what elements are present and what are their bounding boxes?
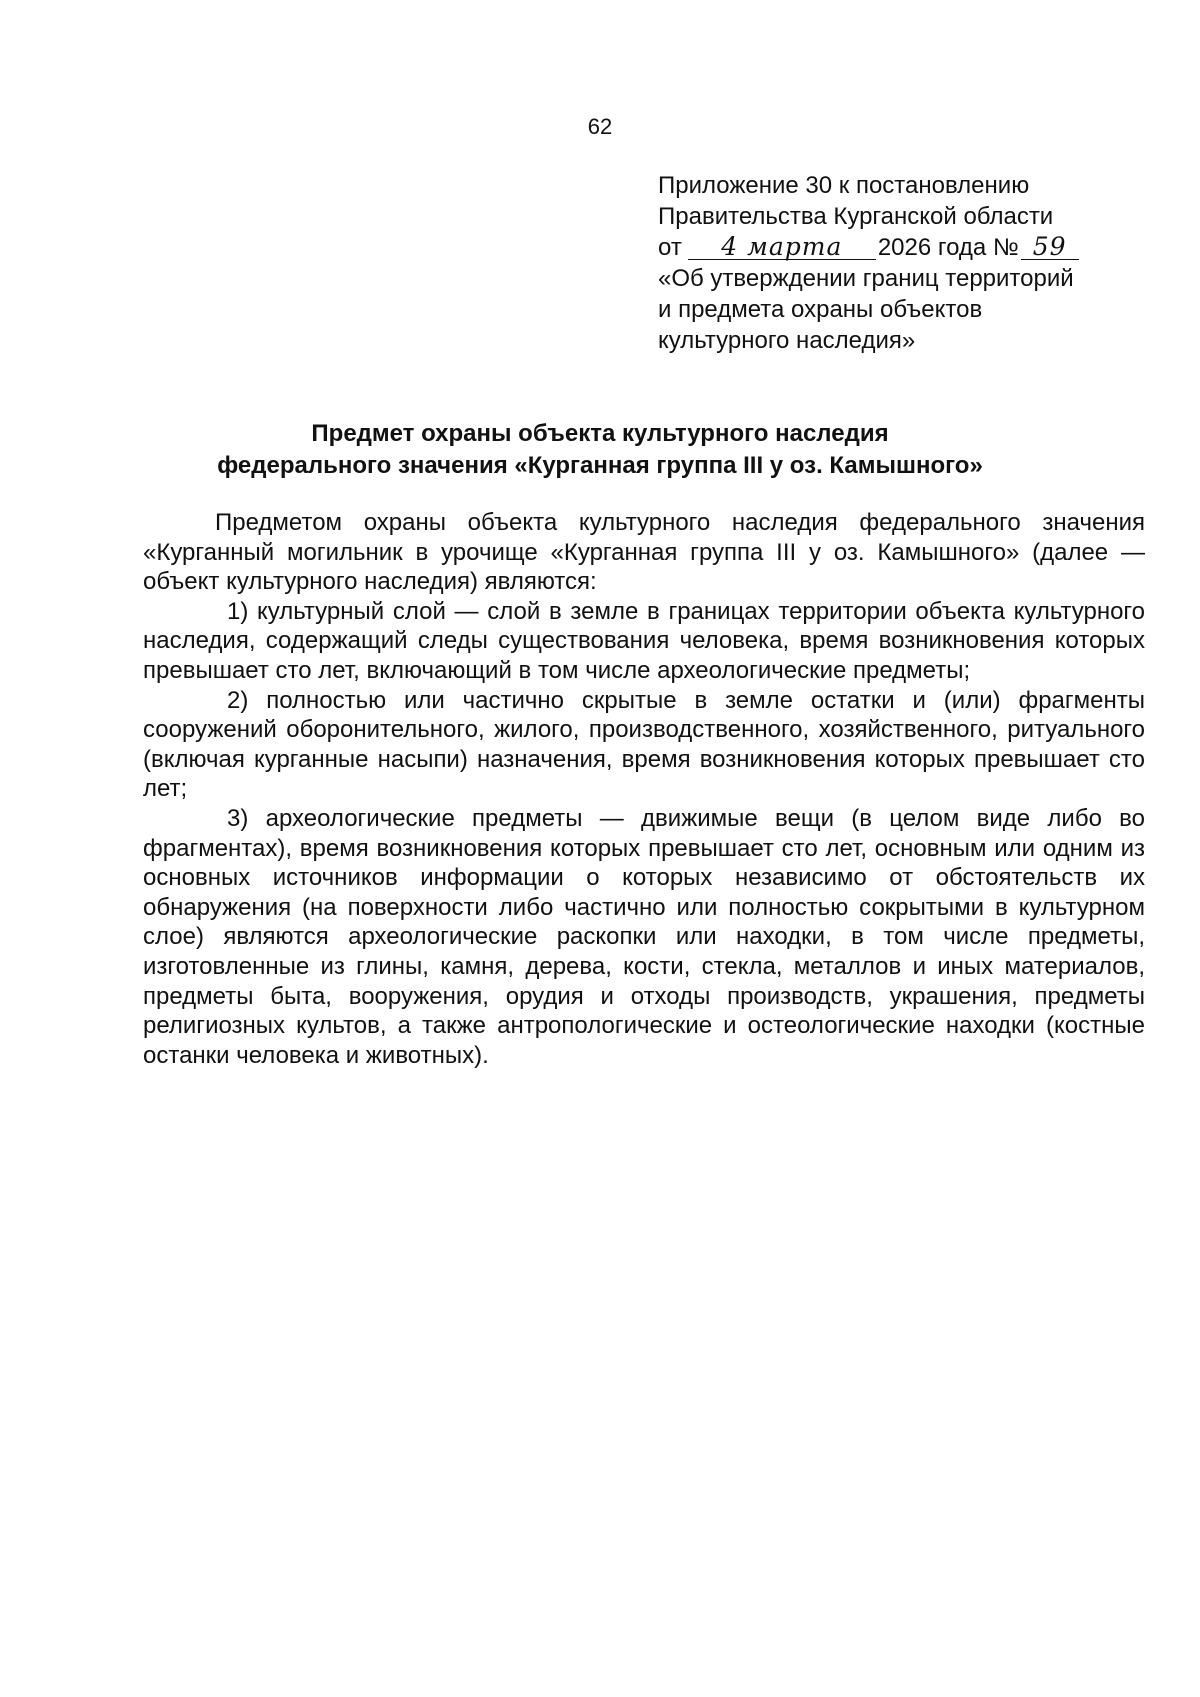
title-line-2: федерального значения «Курганная группа III у оз. Камышного»	[217, 452, 983, 479]
document-title	[0, 418, 1200, 482]
document-body	[143, 508, 1145, 1070]
appendix-line-4: «Об утверждении границ территорий	[658, 265, 1074, 292]
from-label: от	[658, 234, 682, 261]
year-label: 2026 года №	[877, 234, 1019, 261]
appendix-line-1: Приложение 30 к постановлению	[658, 172, 1030, 199]
item-3-paragraph: 3) археологические предметы — движимые вещи (в целом виде либо во фрагментах), время возникновения которых превышает сто лет, основным или одним из основных источников информации о которых независимо от обстоятельств их обнаружения (на поверхности либо частично или полностью сокрытыми в культурном слое) являются археологические раскопки или находки, в том числе предметы, изготовленные из глины, камня, дерева, кости, стекла, металлов и иных материалов, предметы быта, вооружения, орудия и отходы производств, украшения, предметы религиозных культов, а также антропологические и остеологические находки (костные останки человека и животных).	[143, 804, 1145, 1069]
item-1-paragraph: 1) культурный слой — слой в земле в границах территории объекта культурного наследия, содержащий следы существования человека, время возникновения которых превышает сто лет, включающий в том числе археологические предметы;	[143, 597, 1145, 684]
intro-paragraph: Предметом охраны объекта культурного наследия федерального значения «Курганный могильник в урочище «Курганная группа III у оз. Камышного» (далее — объект культурного наследия) являются:	[143, 509, 1145, 596]
appendix-line-6: культурного наследия»	[658, 327, 916, 354]
appendix-header	[658, 170, 1158, 356]
handwritten-number: 59	[1021, 235, 1079, 260]
appendix-line-5: и предмета охраны объектов	[658, 296, 983, 323]
appendix-date-line	[658, 232, 1158, 263]
appendix-line-2: Правительства Курганской области	[658, 203, 1054, 230]
item-2-paragraph: 2) полностью или частично скрытые в земле остатки и (или) фрагменты сооружений оборонительного, жилого, производственного, хозяйственного, ритуального (включая курганные насыпи) назначения, время возникновения которых превышает сто лет;	[143, 686, 1145, 803]
page-number: 62	[587, 114, 613, 139]
handwritten-date: 4 марта	[688, 235, 876, 260]
title-line-1: Предмет охраны объекта культурного наследия	[311, 420, 889, 447]
